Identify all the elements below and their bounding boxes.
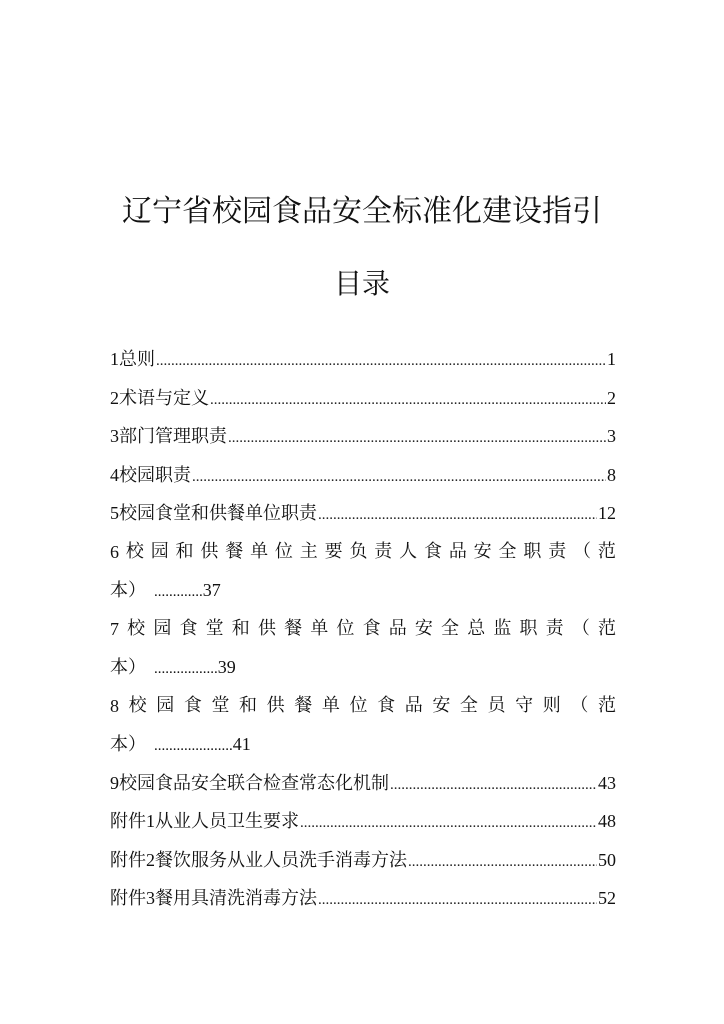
toc-entry-page: 39 <box>217 657 236 677</box>
toc-entry-line1: 7 校 园 食 堂 和 供 餐 单 位 食 品 安 全 总 监 职 责 （ 范 <box>110 610 616 649</box>
toc-entry-line1: 6 校 园 和 供 餐 单 位 主 要 负 责 人 食 品 安 全 职 责 （ 范 <box>110 533 616 572</box>
toc-leader-dots <box>390 766 597 805</box>
toc-entry-line1: 8 校 园 食 堂 和 供 餐 单 位 食 品 安 全 员 守 则 （ 范 <box>110 687 616 726</box>
toc-leader-dots <box>318 881 597 920</box>
toc-entry-number: 6 <box>110 541 119 562</box>
toc-entry-label: 部门管理职责 <box>119 426 227 447</box>
toc-entry-label: 校园职责 <box>119 464 191 486</box>
toc-entry-label: 总则 <box>119 349 155 370</box>
toc-entry-appendix[interactable] <box>110 841 616 880</box>
toc-entry-page: 1 <box>607 349 616 369</box>
toc-leader-dots: ................. <box>154 661 218 677</box>
toc-entry-line2 <box>110 571 616 610</box>
toc-entry-number: 5 <box>110 503 119 523</box>
toc-entry-page: 3 <box>607 426 616 446</box>
toc-entry[interactable] <box>110 494 616 533</box>
toc-entry-number: 1 <box>110 349 119 369</box>
toc-entry-appendix[interactable] <box>110 879 616 918</box>
toc-entry-label-continued: 本） <box>110 657 146 678</box>
toc-entry-page: 8 <box>607 464 616 485</box>
toc-leader-dots <box>408 843 597 882</box>
toc-entry[interactable] <box>110 379 616 418</box>
toc-entry[interactable] <box>110 687 616 764</box>
toc-entry-label: 餐用具清洗消毒方法 <box>155 888 317 909</box>
toc-entry-page: 41 <box>232 734 251 754</box>
toc-leader-dots: ............. <box>154 584 203 600</box>
toc-entry[interactable] <box>110 417 616 456</box>
toc-entry-label: 从业人员卫生要求 <box>155 811 299 832</box>
toc-entry-number: 3 <box>146 888 155 908</box>
document-title: 辽宁省校园食品安全标准化建设指引 <box>122 194 602 229</box>
toc-entry-line2 <box>110 725 616 764</box>
toc-entry-page: 37 <box>202 580 221 600</box>
toc-entry-appendix[interactable] <box>110 802 616 841</box>
toc-heading: 目录 <box>333 267 390 300</box>
toc-entry-label: 餐饮服务从业人员洗手消毒方法 <box>155 849 407 871</box>
toc-entry-number: 4 <box>110 464 119 485</box>
toc-entry-label: 术语与定义 <box>119 387 209 409</box>
toc-entry-number: 9 <box>110 772 119 793</box>
toc-leader-dots: ..................... <box>154 738 233 754</box>
toc-entry-line2 <box>110 648 616 687</box>
toc-entry[interactable] <box>110 764 616 803</box>
toc-entry-page: 50 <box>598 849 616 870</box>
toc-entry-page: 12 <box>598 503 616 523</box>
toc-entry-page: 48 <box>598 811 616 831</box>
toc-entry[interactable] <box>110 456 616 495</box>
toc-entry-number: 1 <box>146 811 155 831</box>
toc-entry-prefix: 附件 <box>110 849 146 871</box>
toc-entry[interactable] <box>110 533 616 610</box>
toc-entry-prefix: 附件 <box>110 811 146 832</box>
toc-leader-dots <box>192 458 606 497</box>
toc-entry-number: 3 <box>110 426 119 446</box>
toc-entry-label: 校园食堂和供餐单位职责 <box>119 503 317 524</box>
toc-entry-label-continued: 本） <box>110 734 146 755</box>
table-of-contents <box>110 340 616 918</box>
toc-leader-dots <box>156 342 606 381</box>
toc-entry-number: 8 <box>110 695 119 716</box>
toc-leader-dots <box>228 419 606 458</box>
toc-entry-page: 43 <box>598 772 616 793</box>
toc-entry-number: 2 <box>146 849 155 870</box>
toc-entry-label: 校园食品安全联合检查常态化机制 <box>119 772 389 794</box>
toc-entry[interactable] <box>110 610 616 687</box>
toc-entry-page: 2 <box>607 387 616 408</box>
toc-entry-prefix: 附件 <box>110 888 146 909</box>
toc-entry-page: 52 <box>598 888 616 908</box>
toc-leader-dots <box>318 496 597 535</box>
toc-entry-number: 2 <box>110 387 119 408</box>
toc-leader-dots <box>210 381 606 420</box>
toc-entry-label-continued: 本） <box>110 580 146 601</box>
toc-leader-dots <box>300 804 597 843</box>
toc-entry-number: 7 <box>110 618 119 639</box>
toc-entry[interactable] <box>110 340 616 379</box>
